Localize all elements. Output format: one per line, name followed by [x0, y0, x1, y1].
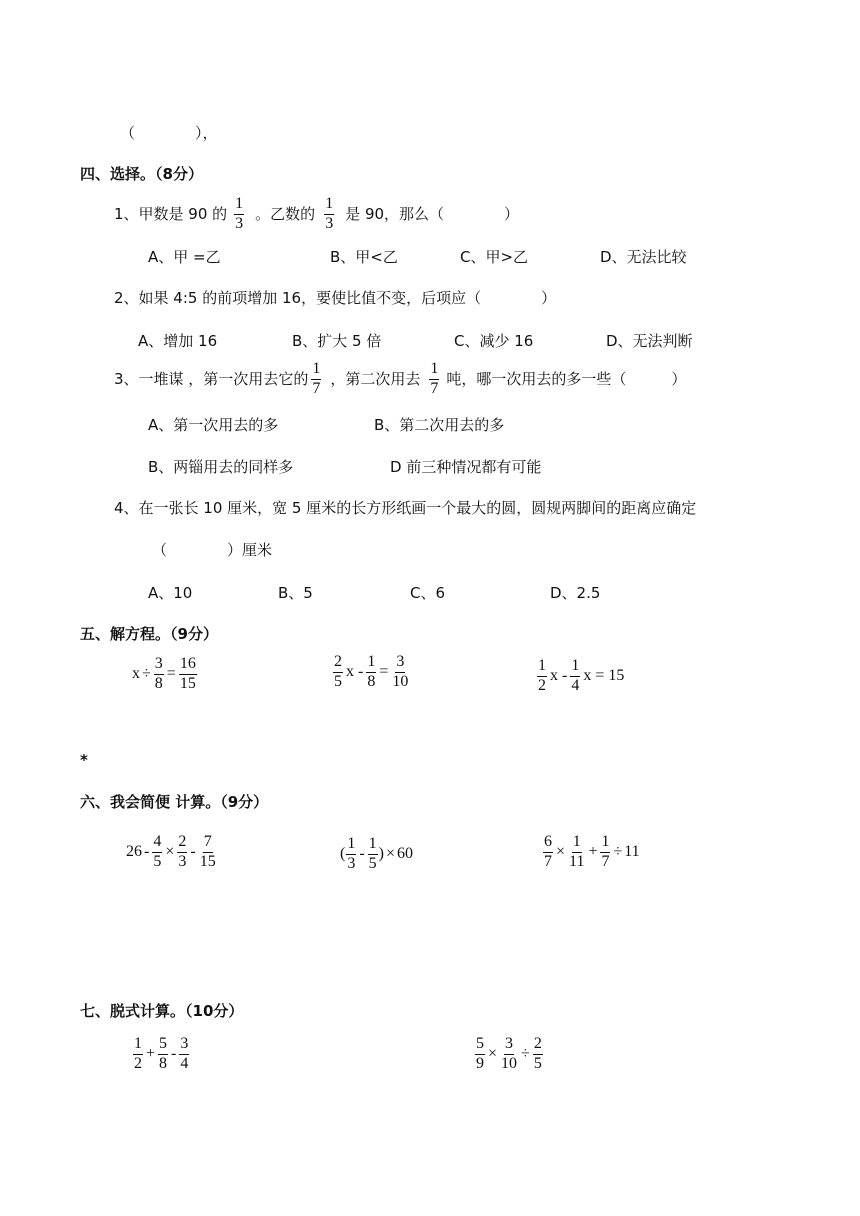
q3-fraction-1: $\frac{1}{7}$ [312, 360, 321, 397]
q2-option-c: C、减少 16 [454, 332, 534, 350]
q2-option-d: D、无法判断 [606, 332, 693, 350]
calc-expression-3: $\frac{6}{7}$ × $\frac{1}{11}$ + $\frac{1}{7}$ ÷ 11 [544, 833, 640, 870]
q1-text-2: 。乙数的 [255, 204, 316, 223]
q3-option-a: A、第一次用去的多 [148, 416, 279, 434]
section-6-header: 六、我会简便 计算。（9分） [80, 793, 269, 811]
section-4-header: 四、选择。（8分） [80, 165, 203, 183]
calc-expression-1: 26 - $\frac{4}{5}$ × $\frac{2}{3}$ - $\frac{7}{15}$ [126, 833, 216, 870]
q3-text-3: 吨，哪一次用去的多一些（ ） [446, 369, 687, 388]
q2-option-a: A、增加 16 [138, 332, 218, 350]
q4-blank: （ ）厘米 [152, 541, 273, 559]
q1-option-c: C、甲>乙 [460, 248, 529, 266]
q1-fraction-1: $\frac{1}{3}$ [235, 195, 244, 232]
q4-option-a: A、10 [148, 584, 193, 602]
top-blank: （ ）， [120, 124, 218, 142]
section-7-header: 七、脱式计算。（10分） [80, 1002, 244, 1020]
q4-option-b: B、5 [278, 584, 313, 602]
star-mark: * [80, 751, 88, 769]
q3-stem [114, 361, 686, 398]
q1-fraction-2: $\frac{1}{3}$ [325, 195, 334, 232]
q1-stem [114, 196, 519, 233]
q1-option-a: A、甲 =乙 [148, 248, 221, 266]
step-calc-1: $\frac{1}{2}$ + $\frac{5}{8}$ - $\frac{3}{4}$ [134, 1035, 189, 1072]
q3-text-2: ，第二次用去 [330, 369, 421, 388]
q4-option-d: D、2.5 [550, 584, 601, 602]
equation-3: $\frac{1}{2}$ x - $\frac{1}{4}$ x = 15 [538, 657, 625, 694]
q1-option-b: B、甲<乙 [330, 248, 398, 266]
q3-text-1: 3、一堆谋 ，第一次用去它的 [114, 369, 309, 388]
q3-fraction-2: $\frac{1}{7}$ [430, 360, 439, 397]
q1-text-1: 1、甲数是 90 的 [114, 204, 228, 223]
equation-2: $\frac{2}{5}$ x - $\frac{1}{8}$ = $\frac{3}{10}$ [334, 653, 409, 690]
q3-option-b: B、第二次用去的多 [374, 416, 505, 434]
q2-option-b: B、扩大 5 倍 [292, 332, 382, 350]
q1-text-3: 是 90，那么（ ） [345, 204, 520, 223]
q3-option-c: B、两锱用去的同样多 [148, 458, 294, 476]
step-calc-2: $\frac{5}{9}$ × $\frac{3}{10}$ ÷ $\frac{2}{5}$ [476, 1035, 542, 1072]
q1-option-d: D、无法比较 [600, 248, 687, 266]
q4-stem: 4、在一张长 10 厘米，宽 5 厘米的长方形纸画一个最大的圆，圆规两脚间的距离应确定 [114, 499, 697, 517]
q2-stem: 2、如果 4:5 的前项增加 16，要使比值不变，后项应（ ） [114, 289, 557, 307]
q3-option-d: D 前三种情况都有可能 [390, 458, 542, 476]
q4-option-c: C、6 [410, 584, 446, 602]
equation-1: x ÷ $\frac{3}{8}$ = $\frac{16}{15}$ [132, 655, 196, 692]
section-5-header: 五、解方程。（9分） [80, 625, 218, 643]
calc-expression-2: ( $\frac{1}{3}$ - $\frac{1}{5}$ ) × 60 [340, 835, 414, 872]
